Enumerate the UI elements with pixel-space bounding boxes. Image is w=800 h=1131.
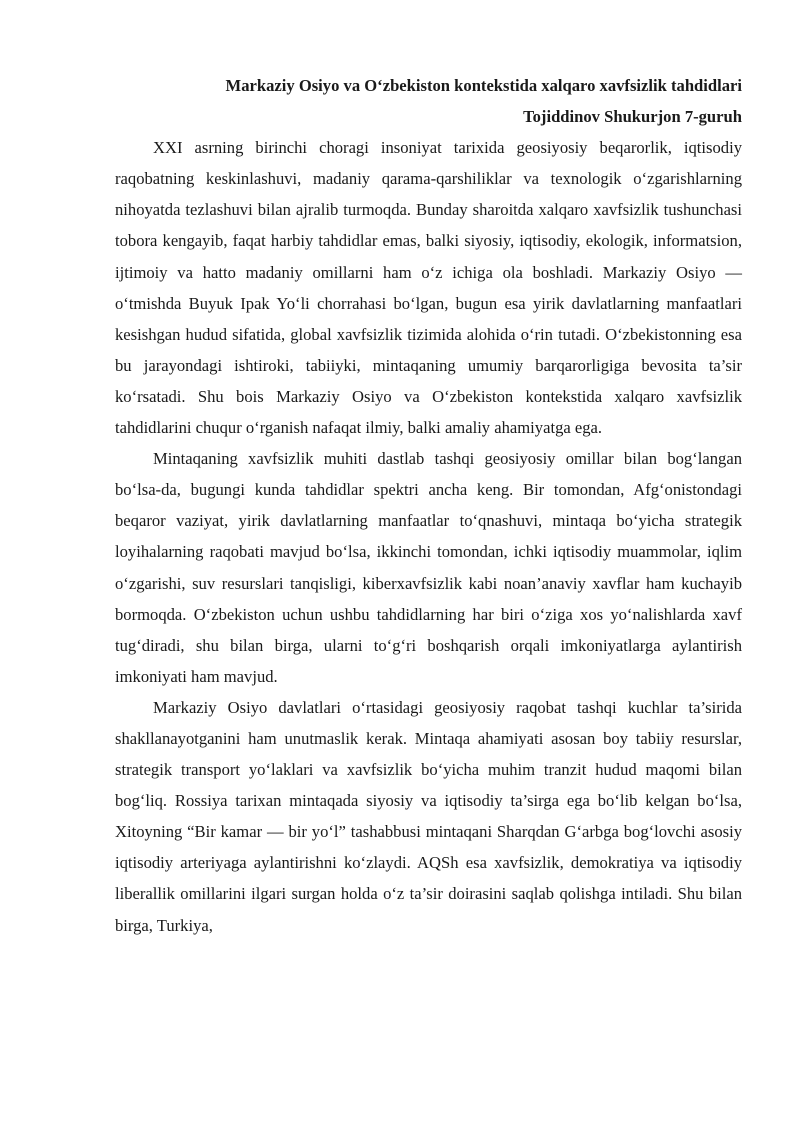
document-body — [115, 70, 742, 941]
paragraph-3: Markaziy Osiyo davlatlari o‘rtasidagi geosiyosiy raqobat tashqi kuchlar ta’sirida shakllanayotganini ham unutmaslik kerak. Mintaqa ahamiyati asosan boy tabiiy resurslar, strategik transport yo‘laklari va xavfsizlik bo‘yicha muhim tranzit hudud maqomi bilan bog‘liq. Rossiya tarixan mintaqada siyosiy va iqtisodiy ta’sirga ega bo‘lib kelgan bo‘lsa, Xitoyning “Bir kamar — bir yo‘l” tashabbusi mintaqani Sharqdan G‘arbga bog‘lovchi asosiy iqtisodiy arteriyaga aylantirishni ko‘zlaydi. AQSh esa xavfsizlik, demokratiya va iqtisodiy liberallik omillarini ilgari surgan holda o‘z ta’sir doirasini saqlab qolishga intiladi. Shu bilan birga, Turkiya, — [115, 697, 742, 935]
document-author: Tojiddinov Shukurjon 7-guruh — [523, 107, 742, 127]
document-title: Markaziy Osiyo va O‘zbekiston kontekstida xalqaro xavfsizlik tahdidlari — [225, 76, 742, 95]
paragraph-2: Mintaqaning xavfsizlik muhiti dastlab tashqi geosiyosiy omillar bilan bog‘langan bo‘lsa-da, bugungi kunda tahdidlar spektri ancha keng. Bir tomondan, Afg‘onistondagi beqaror vaziyat, yirik davlatlarning manfaatlar to‘qnashuvi, mintaqa bo‘yicha strategik loyihalarning raqobati mavjud bo‘lsa, ikkinchi tomondan, ichki iqtisodiy muammolar, iqlim o‘zgarishi, suv resurslari tanqisligi, kiberxavfsizlik kabi noan’anaviy xavflar ham kuchayib bormoqda. O‘zbekiston uchun ushbu tahdidlarning har biri o‘ziga xos yo‘nalishlarda xavf tug‘diradi, shu bilan birga, ularni to‘g‘ri boshqarish orqali imkoniyatlarga aylantirish imkoniyati ham mavjud. — [115, 449, 742, 686]
paragraph-1: XXI asrning birinchi choragi insoniyat tarixida geosiyosiy beqarorlik, iqtisodiy raqobatning keskinlashuvi, madaniy qarama-qarshiliklar va texnologik o‘zgarishlarning nihoyatda tezlashuvi bilan ajralib turmoqda. Bunday sharoitda xalqaro xavfsizlik tushunchasi tobora kengayib, faqat harbiy tahdidlar emas, balki siyosiy, iqtisodiy, ekologik, informatsion, ijtimoiy va hatto madaniy omillarni ham o‘z ichiga ola boshladi. Markaziy Osiyo — o‘tmishda Buyuk Ipak Yo‘li chorrahasi bo‘lgan, bugun esa yirik davlatlarning manfaatlari kesishgan hudud sifatida, global xavfsizlik tizimida alohida o‘rin tutadi. O‘zbekistonning esa bu jarayondagi ishtiroki, tabiiyki, mintaqaning umumiy barqarorligiga bevosita ta’sir ko‘rsatadi. Shu bois Markaziy Osiyo va O‘zbekiston kontekstida xalqaro xavfsizlik tahdidlarini chuqur o‘rganish nafaqat ilmiy, balki amaliy ahamiyatga ega. — [115, 138, 742, 438]
